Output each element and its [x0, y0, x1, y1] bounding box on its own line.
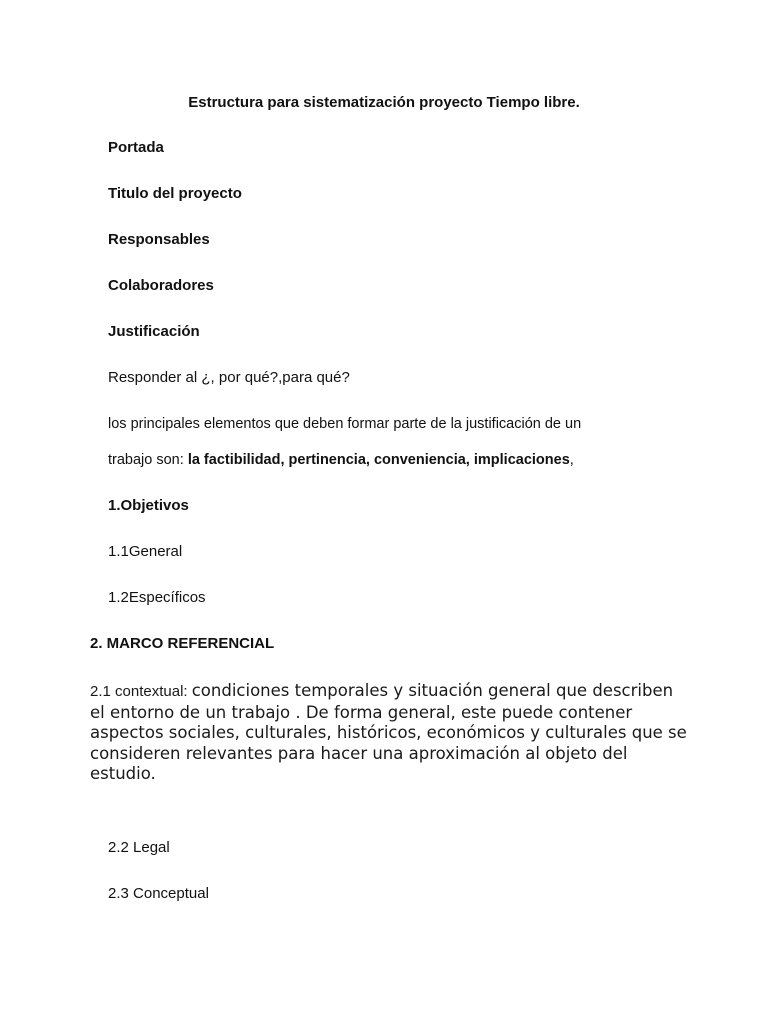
- text-elementos-tail: ,: [569, 452, 574, 468]
- document-title: Estructura para sistematización proyecto Tiempo libre.: [188, 94, 580, 111]
- contextual-lead: 2.1 contextual:: [90, 683, 192, 700]
- item-especificos: 1.2Específicos: [108, 589, 206, 606]
- item-conceptual: 2.3 Conceptual: [108, 885, 209, 902]
- heading-titulo-proyecto: Titulo del proyecto: [108, 185, 242, 202]
- heading-portada: Portada: [108, 139, 164, 156]
- text-elementos-line2: [108, 450, 574, 470]
- item-legal: 2.2 Legal: [108, 839, 170, 856]
- heading-colaboradores: Colaboradores: [108, 277, 214, 294]
- text-elementos-bold: la factibilidad, pertinencia, conveniencia, implicaciones: [187, 452, 570, 468]
- text-responder: Responder al ¿, por qué?,para qué?: [108, 369, 350, 386]
- text-elementos-lead: trabajo son:: [108, 452, 188, 468]
- paragraph-contextual: [90, 681, 690, 785]
- heading-objetivos: 1.Objetivos: [108, 497, 189, 514]
- text-elementos-line1: los principales elementos que deben formar parte de la justificación de un: [108, 416, 582, 432]
- heading-responsables: Responsables: [108, 231, 210, 248]
- heading-justificacion: Justificación: [108, 323, 200, 340]
- item-general: 1.1General: [108, 543, 183, 560]
- heading-marco-referencial: 2. MARCO REFERENCIAL: [90, 635, 275, 652]
- contextual-body: condiciones temporales y situación general que describen el entorno de un trabajo . De forma general, este puede contener aspectos sociales, culturales, históricos, económicos y culturales que se consideren relevantes para hacer una aproximación al objeto del estudio.: [90, 681, 687, 783]
